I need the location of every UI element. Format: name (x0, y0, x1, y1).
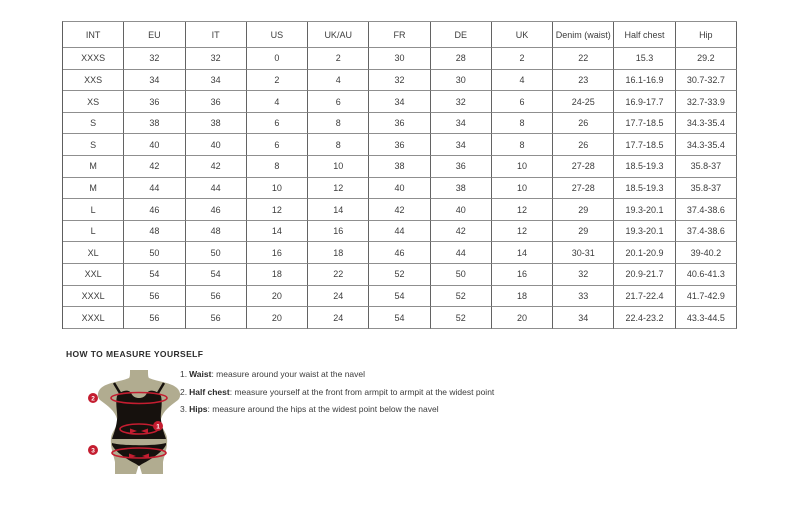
size-value-cell: 50 (124, 242, 185, 264)
measure-step-waist (180, 366, 494, 384)
size-value-cell: 2 (247, 70, 308, 92)
size-value-cell: 30 (369, 48, 430, 70)
size-value-cell: 42 (186, 156, 247, 178)
size-value-cell: 16 (492, 264, 553, 286)
table-row (63, 134, 737, 156)
size-value-cell: 50 (431, 264, 492, 286)
size-value-cell: 4 (308, 70, 369, 92)
size-value-cell: 2 (492, 48, 553, 70)
size-value-cell: 23 (553, 70, 614, 92)
step-label: Hips (189, 404, 208, 414)
table-row (63, 70, 737, 92)
size-value-cell: 30.7-32.7 (676, 70, 737, 92)
size-value-cell: 52 (369, 264, 430, 286)
size-value-cell: 40 (186, 134, 247, 156)
size-value-cell: 12 (247, 199, 308, 221)
size-conversion-table (62, 21, 737, 329)
size-value-cell: 27-28 (553, 178, 614, 200)
size-value-cell: 6 (308, 91, 369, 113)
marker-number-chest: 2 (91, 395, 95, 403)
table-body (63, 48, 737, 329)
size-value-cell: 36 (369, 113, 430, 135)
column-header: UK (492, 22, 553, 48)
size-value-cell: 32.7-33.9 (676, 91, 737, 113)
step-label: Waist (189, 369, 212, 379)
size-value-cell: 18 (247, 264, 308, 286)
table-row (63, 91, 737, 113)
size-value-cell: 2 (308, 48, 369, 70)
size-value-cell: 12 (492, 199, 553, 221)
table-row (63, 221, 737, 243)
size-value-cell: 54 (186, 264, 247, 286)
size-value-cell: 18.5-19.3 (614, 156, 675, 178)
size-value-cell: 18 (492, 286, 553, 308)
size-value-cell: 32 (369, 70, 430, 92)
size-value-cell: 12 (492, 221, 553, 243)
size-value-cell: 34 (369, 91, 430, 113)
table-row (63, 113, 737, 135)
size-value-cell: 22 (308, 264, 369, 286)
size-value-cell: 14 (247, 221, 308, 243)
measure-step-hips (180, 401, 494, 419)
header-row (63, 22, 737, 48)
size-value-cell: 36 (186, 91, 247, 113)
size-value-cell: 4 (492, 70, 553, 92)
table-row (63, 242, 737, 264)
size-value-cell: 16.1-16.9 (614, 70, 675, 92)
size-label-cell: XXL (63, 264, 124, 286)
size-value-cell: 16 (308, 221, 369, 243)
size-value-cell: 46 (124, 199, 185, 221)
size-value-cell: 37.4-38.6 (676, 199, 737, 221)
size-label-cell: XXS (63, 70, 124, 92)
size-value-cell: 21.7-22.4 (614, 286, 675, 308)
marker-badge-chest (88, 393, 98, 403)
size-value-cell: 29 (553, 221, 614, 243)
size-value-cell: 34 (553, 307, 614, 329)
marker-badge-waist (153, 421, 163, 431)
size-value-cell: 6 (247, 134, 308, 156)
size-value-cell: 19.3-20.1 (614, 221, 675, 243)
size-value-cell: 34 (186, 70, 247, 92)
size-value-cell: 32 (553, 264, 614, 286)
size-value-cell: 38 (369, 156, 430, 178)
size-value-cell: 20 (247, 307, 308, 329)
size-value-cell: 20.1-20.9 (614, 242, 675, 264)
size-value-cell: 36 (431, 156, 492, 178)
size-value-cell: 20.9-21.7 (614, 264, 675, 286)
size-value-cell: 44 (124, 178, 185, 200)
size-value-cell: 27-28 (553, 156, 614, 178)
size-value-cell: 14 (492, 242, 553, 264)
size-value-cell: 39-40.2 (676, 242, 737, 264)
size-label-cell: XS (63, 91, 124, 113)
step-label: Half chest (189, 386, 230, 397)
size-value-cell: 20 (492, 307, 553, 329)
column-header: EU (124, 22, 185, 48)
size-value-cell: 6 (492, 91, 553, 113)
size-value-cell: 52 (431, 286, 492, 308)
measure-step-half-chest (180, 384, 494, 402)
size-value-cell: 37.4-38.6 (676, 221, 737, 243)
size-value-cell: 34 (431, 113, 492, 135)
size-value-cell: 46 (186, 199, 247, 221)
size-value-cell: 12 (308, 178, 369, 200)
size-value-cell: 34 (124, 70, 185, 92)
column-header: US (247, 22, 308, 48)
size-label-cell: XXXL (63, 307, 124, 329)
step-number: 2. (180, 386, 188, 397)
size-value-cell: 48 (186, 221, 247, 243)
size-value-cell: 44 (431, 242, 492, 264)
size-value-cell: 38 (186, 113, 247, 135)
size-value-cell: 17.7-18.5 (614, 113, 675, 135)
step-text: : measure around the hips at the widest point below the navel (207, 404, 439, 414)
marker-number-hips: 3 (91, 447, 95, 455)
size-value-cell: 56 (124, 286, 185, 308)
size-value-cell: 40 (369, 178, 430, 200)
size-label-cell: XXXS (63, 48, 124, 70)
size-value-cell: 40 (431, 199, 492, 221)
size-value-cell: 6 (247, 113, 308, 135)
column-header: UK/AU (308, 22, 369, 48)
size-value-cell: 22 (553, 48, 614, 70)
table-row (63, 286, 737, 308)
size-value-cell: 24-25 (553, 91, 614, 113)
size-value-cell: 52 (431, 307, 492, 329)
size-value-cell: 29.2 (676, 48, 737, 70)
size-value-cell: 56 (186, 286, 247, 308)
size-value-cell: 48 (124, 221, 185, 243)
step-number: 1. (180, 369, 188, 379)
step-number: 3. (180, 404, 188, 414)
size-value-cell: 16 (247, 242, 308, 264)
size-value-cell: 10 (308, 156, 369, 178)
column-header: Hip (676, 22, 737, 48)
size-label-cell: S (63, 113, 124, 135)
marker-number-waist: 1 (156, 423, 160, 431)
size-value-cell: 44 (369, 221, 430, 243)
size-label-cell: L (63, 199, 124, 221)
size-value-cell: 54 (124, 264, 185, 286)
step-text: : measure yourself at the front from armpit to armpit at the widest point (229, 386, 495, 397)
size-value-cell: 10 (247, 178, 308, 200)
size-value-cell: 35.8-37 (676, 178, 737, 200)
size-value-cell: 54 (369, 286, 430, 308)
size-value-cell: 26 (553, 113, 614, 135)
size-label-cell: XL (63, 242, 124, 264)
size-value-cell: 14 (308, 199, 369, 221)
size-value-cell: 24 (308, 286, 369, 308)
size-value-cell: 8 (492, 113, 553, 135)
size-label-cell: M (63, 178, 124, 200)
size-value-cell: 30-31 (553, 242, 614, 264)
size-value-cell: 29 (553, 199, 614, 221)
size-value-cell: 30 (431, 70, 492, 92)
table-row (63, 48, 737, 70)
size-value-cell: 56 (186, 307, 247, 329)
size-value-cell: 54 (369, 307, 430, 329)
column-header: Half chest (614, 22, 675, 48)
step-text: : measure around your waist at the navel (211, 369, 366, 379)
size-value-cell: 15.3 (614, 48, 675, 70)
size-value-cell: 19.3-20.1 (614, 199, 675, 221)
size-value-cell: 0 (247, 48, 308, 70)
table-row (63, 178, 737, 200)
column-header: DE (431, 22, 492, 48)
size-label-cell: L (63, 221, 124, 243)
size-label-cell: M (63, 156, 124, 178)
column-header: INT (63, 22, 124, 48)
size-value-cell: 34.3-35.4 (676, 113, 737, 135)
size-value-cell: 42 (369, 199, 430, 221)
size-value-cell: 42 (431, 221, 492, 243)
size-value-cell: 17.7-18.5 (614, 134, 675, 156)
size-value-cell: 50 (186, 242, 247, 264)
size-value-cell: 41.7-42.9 (676, 286, 737, 308)
measure-guide-title: HOW TO MEASURE YOURSELF (66, 349, 204, 359)
table-row (63, 156, 737, 178)
column-header: FR (369, 22, 430, 48)
size-value-cell: 8 (308, 113, 369, 135)
size-value-cell: 36 (369, 134, 430, 156)
size-value-cell: 22.4-23.2 (614, 307, 675, 329)
size-value-cell: 24 (308, 307, 369, 329)
size-value-cell: 46 (369, 242, 430, 264)
size-value-cell: 38 (124, 113, 185, 135)
size-value-cell: 34.3-35.4 (676, 134, 737, 156)
size-value-cell: 8 (247, 156, 308, 178)
table-row (63, 199, 737, 221)
table-row (63, 307, 737, 329)
size-value-cell: 32 (431, 91, 492, 113)
table-row (63, 264, 737, 286)
size-value-cell: 32 (186, 48, 247, 70)
size-value-cell: 10 (492, 156, 553, 178)
size-value-cell: 56 (124, 307, 185, 329)
size-value-cell: 43.3-44.5 (676, 307, 737, 329)
size-value-cell: 16.9-17.7 (614, 91, 675, 113)
measure-steps (180, 366, 494, 419)
size-value-cell: 40 (124, 134, 185, 156)
size-value-cell: 33 (553, 286, 614, 308)
size-label-cell: XXXL (63, 286, 124, 308)
table-header (63, 22, 737, 48)
size-value-cell: 42 (124, 156, 185, 178)
size-value-cell: 44 (186, 178, 247, 200)
size-value-cell: 4 (247, 91, 308, 113)
size-value-cell: 36 (124, 91, 185, 113)
size-value-cell: 20 (247, 286, 308, 308)
size-value-cell: 10 (492, 178, 553, 200)
size-value-cell: 18 (308, 242, 369, 264)
size-value-cell: 40.6-41.3 (676, 264, 737, 286)
column-header: IT (186, 22, 247, 48)
marker-badge-hips (88, 445, 98, 455)
size-label-cell: S (63, 134, 124, 156)
column-header: Denim (waist) (553, 22, 614, 48)
size-value-cell: 26 (553, 134, 614, 156)
size-value-cell: 28 (431, 48, 492, 70)
size-value-cell: 18.5-19.3 (614, 178, 675, 200)
size-value-cell: 34 (431, 134, 492, 156)
size-value-cell: 8 (492, 134, 553, 156)
size-value-cell: 38 (431, 178, 492, 200)
size-value-cell: 32 (124, 48, 185, 70)
size-value-cell: 35.8-37 (676, 156, 737, 178)
size-value-cell: 8 (308, 134, 369, 156)
